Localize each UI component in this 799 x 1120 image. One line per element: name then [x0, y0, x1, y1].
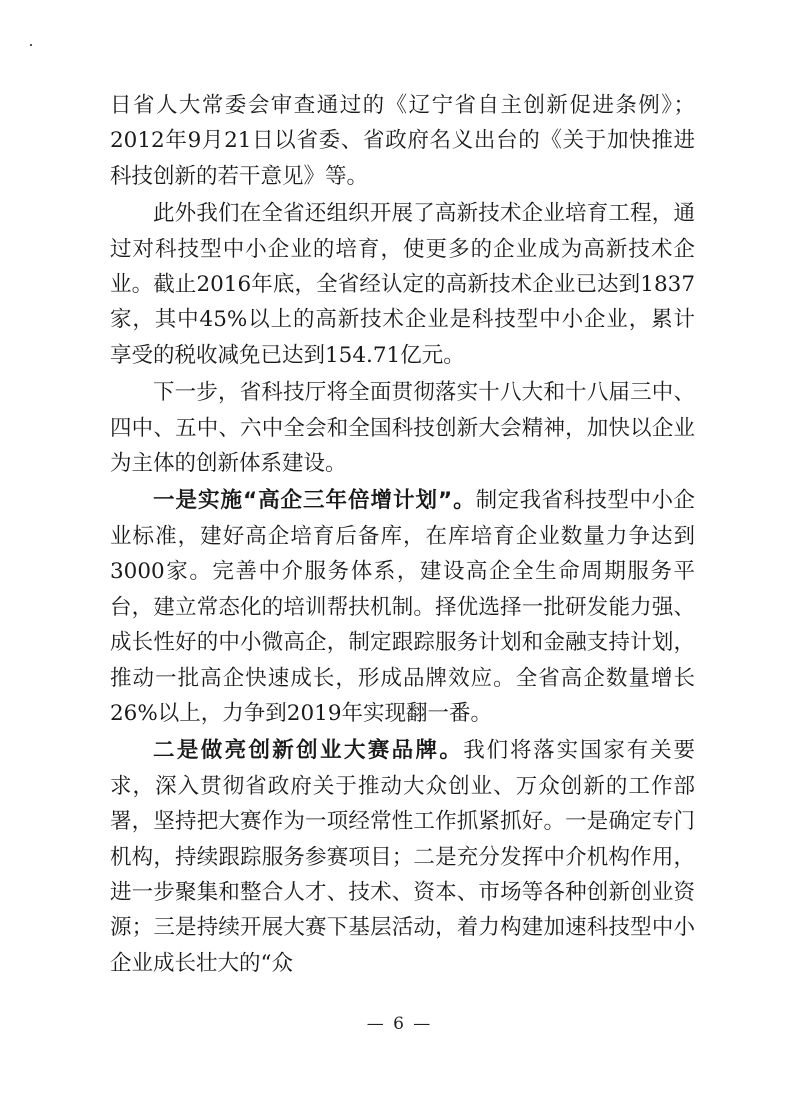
body-text — [110, 88, 695, 983]
paragraph-2 — [110, 196, 695, 373]
page-number: — 6 — — [366, 1014, 433, 1034]
paragraph-1 — [110, 88, 695, 194]
paragraph-3 — [110, 375, 695, 481]
paragraph-5-lead: 二是做亮创新创业大赛品牌。 — [153, 738, 464, 764]
paragraph-3-text: 下一步，省科技厅将全面贯彻落实十八大和十八届三中、四中、五中、六中全会和全国科技创新大会精神，加快以企业为主体的创新体系建设。 — [110, 380, 695, 477]
paragraph-5 — [110, 733, 695, 981]
paragraph-4-text: 制定我省科技型中小企业标准，建好高企培育后备库，在库培育企业数量力争达到3000家。完善中介服务体系，建设高企全生命周期服务平台，建立常态化的培训帮扶机制。择优选择一批研发能力强、成长性好的中小微高企，制定跟踪服务计划和金融支持计划，推动一批高企快速成长，形成品牌效应。全省高企数量增长26%以上，力争到2019年实现翻一番。 — [110, 488, 695, 726]
paragraph-4-lead: 一是实施“高企三年倍增计划”。 — [153, 488, 476, 514]
scan-speck — [30, 44, 32, 46]
paragraph-1-text: 日省人大常委会审查通过的《辽宁省自主创新促进条例》；2012年9月21日以省委、省政府名义出台的《关于加快推进科技创新的若干意见》等。 — [110, 93, 695, 189]
paragraph-4 — [110, 483, 695, 731]
paragraph-5-text: 我们将落实国家有关要求，深入贯彻省政府关于推动大众创业、万众创新的工作部署，坚持把大赛作为一项经常性工作抓紧抓好。一是确定专门机构，持续跟踪服务参赛项目；二是充分发挥中介机构作用，进一步聚集和整合人才、技术、资本、市场等各种创新创业资源；三是持续开展大赛下基层活动，着力构建加速科技型中小企业成长壮大的“众 — [110, 738, 695, 976]
paragraph-2-text: 此外我们在全省还组织开展了高新技术企业培育工程，通过对科技型中小企业的培育，使更多的企业成为高新技术企业。截止2016年底，全省经认定的高新技术企业已达到1837家，其中45%以上的高新技术企业是科技型中小企业，累计享受的税收减免已达到154.71亿元。 — [110, 201, 695, 368]
